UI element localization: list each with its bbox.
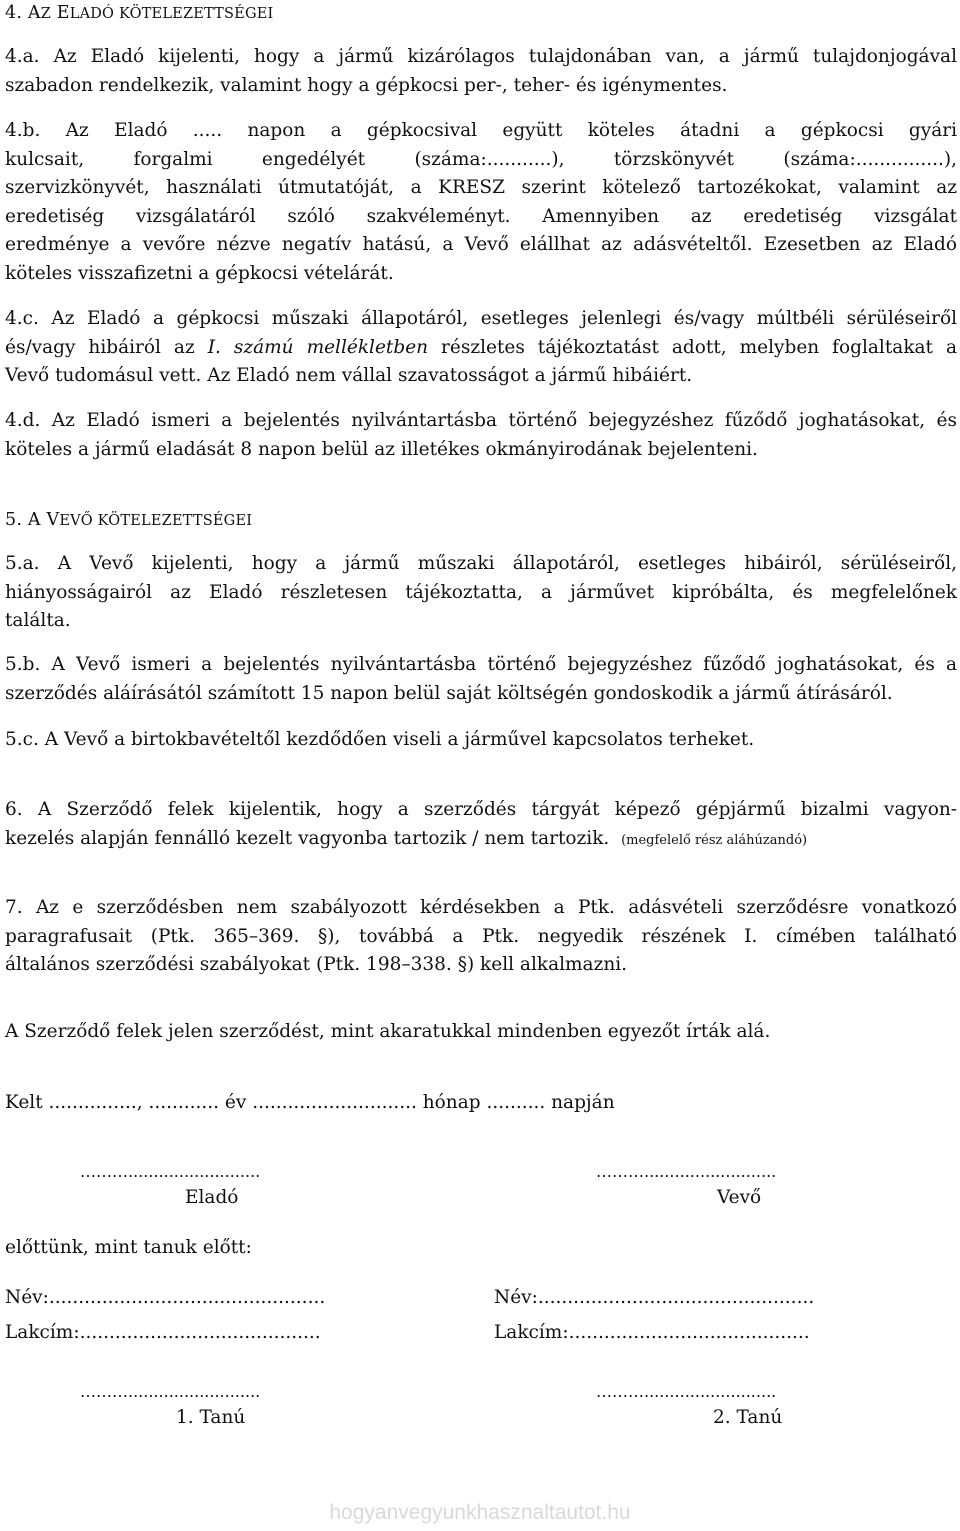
clause-6 [5, 796, 957, 855]
buyer-signature-line: ……….......................... [596, 1162, 777, 1181]
seller-signature-line: ……….......................... [80, 1162, 261, 1181]
clause-4d-line: 4.d. Az Eladó ismeri a bejelentés nyilvántartásba történő bejegyzéshez fűződő joghatásokat, és [5, 410, 957, 431]
clause-4c-line: Vevő tudomásul vett. Az Eladó nem vállal szavatosságot a jármű hibáiért. [5, 365, 693, 386]
section-4-heading: 4. AZ ELADÓ KÖTELEZETTSÉGEI [5, 3, 274, 23]
clause-4b [5, 117, 957, 288]
witness-2-name-field: Név:............................................... [494, 1287, 815, 1308]
closing-text: A Szerződő felek jelen szerződést, mint akaratukkal mindenben egyezőt írták alá. [5, 1021, 771, 1042]
witness-1-label: 1. Tanú [176, 1407, 246, 1428]
witness-2-label: 2. Tanú [713, 1407, 783, 1428]
clause-4b-line: szervizkönyvét, használati útmutatóját, a KRESZ szerint kötelező tartozékokat, valamint az [5, 177, 957, 198]
closing-statement [5, 1018, 957, 1047]
clause-7-line: paragrafusait (Ptk. 365–369. §), továbbá a Ptk. negyedik részének I. címében található [5, 925, 957, 947]
clause-4b-line: 4.b. Az Eladó ..... napon a gépkocsival együtt köteles átadni a gépkocsi gyári [5, 120, 957, 141]
clause-6-line: kezelés alapján fennálló kezelt vagyonba tartozik / nem tartozik. (megfelelő rész aláhúzandó) [5, 827, 808, 849]
clause-4c-line: és/vagy hibáiról az I. számú mellékletben részletes tájékoztatást adott, melyben foglaltakat a [5, 336, 957, 358]
witness-intro: előttünk, mint tanuk előtt: [5, 1237, 252, 1258]
clause-5b [5, 651, 957, 708]
clause-5b-line: szerződés aláírásától számított 15 napon belül saját költségén gondoskodik a jármű átírásáról. [5, 682, 893, 704]
witness-1-signature-line: ……….......................... [80, 1382, 261, 1401]
clause-4a [5, 43, 957, 100]
date-line: Kelt ..............., ............ év ............................ hónap .......... napján [5, 1092, 615, 1113]
section-5-heading: 5. A VEVŐ KÖTELEZETTSÉGEI [5, 510, 253, 530]
clause-5c [5, 726, 957, 755]
clause-4b-line: kulcsait, forgalmi engedélyét (száma:...........), törzskönyvét (száma:...............), [5, 148, 957, 170]
clause-6-line: 6. A Szerződő felek kijelentik, hogy a szerződés tárgyát képező gépjármű bizalmi vagyon- [5, 799, 957, 820]
witness-1-address-field: Lakcím:......................................... [5, 1322, 321, 1343]
clause-7-line: általános szerződési szabályokat (Ptk. 198–338. §) kell alkalmazni. [5, 954, 628, 975]
clause-5a-line: hiányosságairól az Eladó részletesen tájékoztatta, a járművet kipróbálta, és megfelelőnek [5, 581, 957, 603]
clause-4b-line: eredetiség vizsgálatáról szóló szakvéleményt. Amennyiben az eredetiség vizsgálat [5, 205, 957, 227]
clause-4d-line: köteles a jármű eladását 8 napon belül az illetékes okmányirodának bejelenteni. [5, 438, 758, 460]
clause-4a-line: szabadon rendelkezik, valamint hogy a gépkocsi per-, teher- és igénymentes. [5, 74, 728, 96]
clause-7 [5, 894, 957, 980]
clause-4b-line: köteles visszafizetni a gépkocsi vételárát. [5, 262, 394, 284]
clause-4a-line: 4.a. Az Eladó kijelenti, hogy a jármű kizárólagos tulajdonában van, a jármű tulajdonjogával [5, 46, 957, 67]
clause-5a-line: találta. [5, 610, 71, 631]
witness-2-address-field: Lakcím:......................................... [494, 1322, 810, 1343]
witness-1-name-field: Név:............................................... [5, 1287, 326, 1308]
footer-website-link[interactable]: hogyanvegyunkhasznaltautot.hu [329, 1501, 631, 1524]
buyer-label: Vevő [717, 1187, 762, 1208]
underline-note: (megfelelő rész aláhúzandó) [621, 832, 808, 848]
appendix-reference: I. számú mellékletben [207, 336, 429, 358]
clause-4c [5, 305, 957, 391]
clause-4c-line: 4.c. Az Eladó a gépkocsi műszaki állapotáról, esetleges jelenlegi és/vagy múltbéli sérüléseiről [5, 308, 957, 329]
clause-4b-line: eredménye a vevőre nézve negatív hatású, a Vevő elállhat az adásvételtől. Ezesetben az Eladó [5, 234, 957, 255]
clause-7-line: 7. Az e szerződésben nem szabályozott kérdésekben a Ptk. adásvételi szerződésre vonatkozó [5, 897, 957, 918]
clause-5a-line: 5.a. A Vevő kijelenti, hogy a jármű műszaki állapotáról, esetleges hibáiról, sérüléseiről, [5, 553, 957, 574]
clause-5c-line: 5.c. A Vevő a birtokbavételtől kezdődően viseli a járművel kapcsolatos terheket. [5, 729, 755, 750]
seller-label: Eladó [185, 1187, 239, 1208]
witness-2-signature-line: ……….......................... [596, 1382, 777, 1401]
clause-5a [5, 550, 957, 636]
clause-4d [5, 407, 957, 464]
clause-5b-line: 5.b. A Vevő ismeri a bejelentés nyilvántartásba történő bejegyzéshez fűződő joghatásokat, és a [5, 654, 957, 675]
